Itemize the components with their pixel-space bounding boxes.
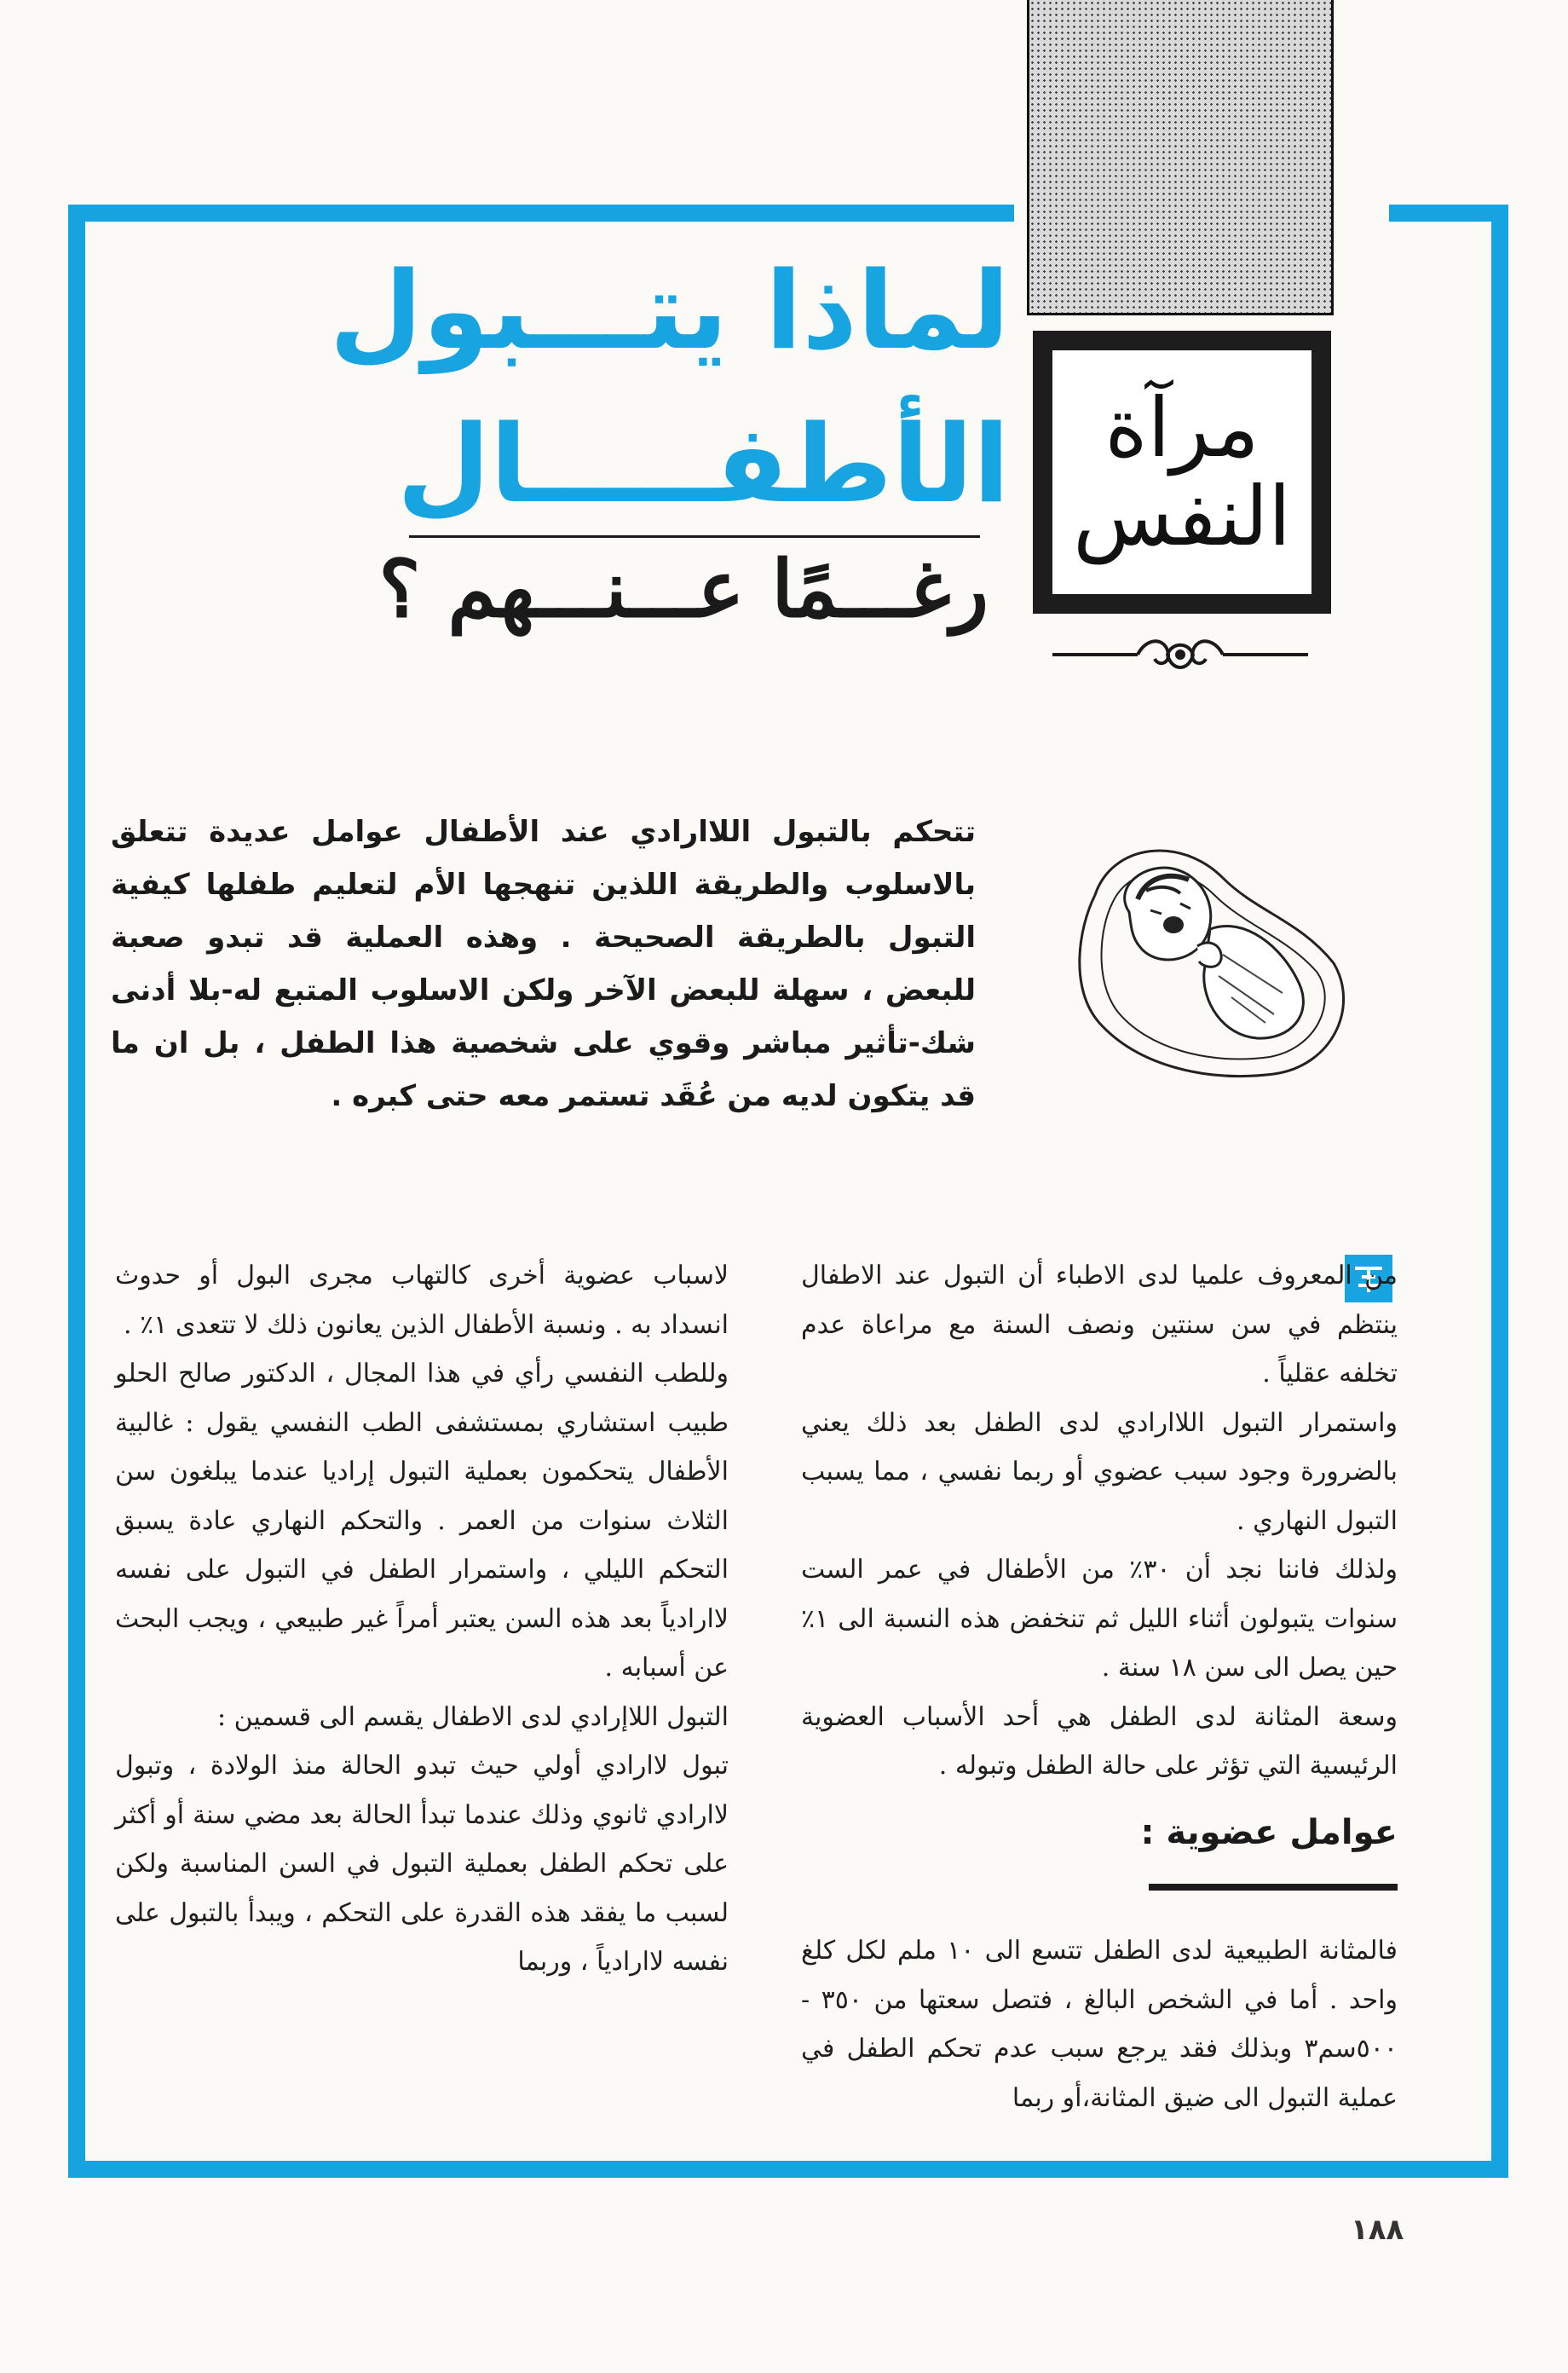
article-column-left: [115, 1251, 729, 1987]
paragraph: واستمرار التبول اللاارادي لدى الطفل بعد ذلك يعني بالضرورة وجود سبب عضوي أو ربما نفسي ، مما يسبب التبول النهاري .: [801, 1407, 1398, 1536]
page-number: ١٨٨: [1351, 2213, 1404, 2247]
crying-baby-illustration: [1061, 818, 1363, 1091]
paragraph: وللطب النفسي رأي في هذا المجال ، الدكتور صالح الحلو طبيب استشاري بمستشفى الطب النفسي يقول : غالبية الأطفال يتحكمون بعملية التبول إراديا عندما يبلغون سن الثلاث سنوات من العمر . والتحكم النهاري عادة يسبق التحكم الليلي ، واستمرار الطفل في التبول على نفسه لاارادياً بعد هذه السن يعتبر أمراً غير طبيعي ، ويجب البحث عن أسبابه .: [115, 1359, 729, 1683]
headline-line-2: الأطفـــــال: [396, 401, 1010, 527]
section-name-line2: النفس: [1073, 469, 1291, 564]
ornament-divider: [1044, 629, 1317, 680]
paragraph: من المعروف علميا لدى الاطباء أن التبول عند الاطفال ينتظم في سن سنتين ونصف السنة مع مراعاة عدم تخلفه عقلياً .: [801, 1261, 1398, 1389]
halftone-panel: [1027, 0, 1334, 315]
article-column-right: [801, 1251, 1398, 1791]
article-column-right-continued: [801, 1926, 1398, 2122]
paragraph: التبول اللاإرادي لدى الاطفال يقسم الى قسمين :: [217, 1701, 729, 1732]
subheading-underline: [1149, 1884, 1398, 1891]
subheading-organic-factors: عوامل عضوية :: [1140, 1813, 1398, 1852]
section-name-line1: مرآة: [1104, 380, 1260, 476]
paragraph: لاسباب عضوية أخرى كالتهاب مجرى البول أو حدوث انسداد به . ونسبة الأطفال الذين يعانون ذلك لا تتعدى ١٪ .: [115, 1261, 729, 1340]
section-logo-box: [1033, 331, 1331, 614]
headline-line-3: رغـــمًا عـــنـــهم ؟: [378, 543, 989, 635]
section-name: [1073, 380, 1291, 564]
paragraph: فالمثانة الطبيعية لدى الطفل تتسع الى ١٠ ملم لكل كلغ واحد . أما في الشخص البالغ ، فتصل سعتها من ٣٥٠ - ٥٠٠سم٣ وبذلك فقد يرجع سبب عدم تحكم الطفل في عملية التبول الى ضيق المثانة،أو ربما: [801, 1936, 1398, 2113]
paragraph: تبول لاارادي أولي حيث تبدو الحالة منذ الولادة ، وتبول لاارادي ثانوي وذلك عندما تبدأ الحالة بعد مضي سنة أو أكثر على تحكم الطفل بعملية التبول في السن المناسبة ولكن لسبب ما يفقد هذه القدرة على التحكم ، ويبدأ بالتبول على نفسه لاارادياً ، وربما: [115, 1751, 729, 1977]
section-logo-inner: [1052, 350, 1311, 594]
headline-line-1: لماذا يتـــبول: [329, 248, 1010, 373]
headline-rule: [409, 535, 980, 538]
lead-paragraph: تتحكم بالتبول اللاارادي عند الأطفال عوامل عديدة تتعلق بالاسلوب والطريقة اللذين تنهجها الأم لتعليم طفلها كيفية التبول بالطريقة الصحيحة . وهذه العملية قد تبدو صعبة للبعض ، سهلة للبعض الآخر ولكن الاسلوب المتبع له-بلا أدنى شك-تأثير مباشر وقوي على شخصية هذا الطفل ، بل ان ما قد يتكون لديه من عُقَد تستمر معه حتى كبره .: [111, 815, 976, 1113]
paragraph: ولذلك فاننا نجد أن ٣٠٪ من الأطفال في عمر الست سنوات يتبولون أثناء الليل ثم تنخفض هذه النسبة الى ١٪ حين يصل الى سن ١٨ سنة .: [801, 1555, 1398, 1683]
paragraph: وسعة المثانة لدى الطفل هي أحد الأسباب العضوية الرئيسية التي تؤثر على حالة الطفل وتبوله .: [801, 1701, 1398, 1781]
